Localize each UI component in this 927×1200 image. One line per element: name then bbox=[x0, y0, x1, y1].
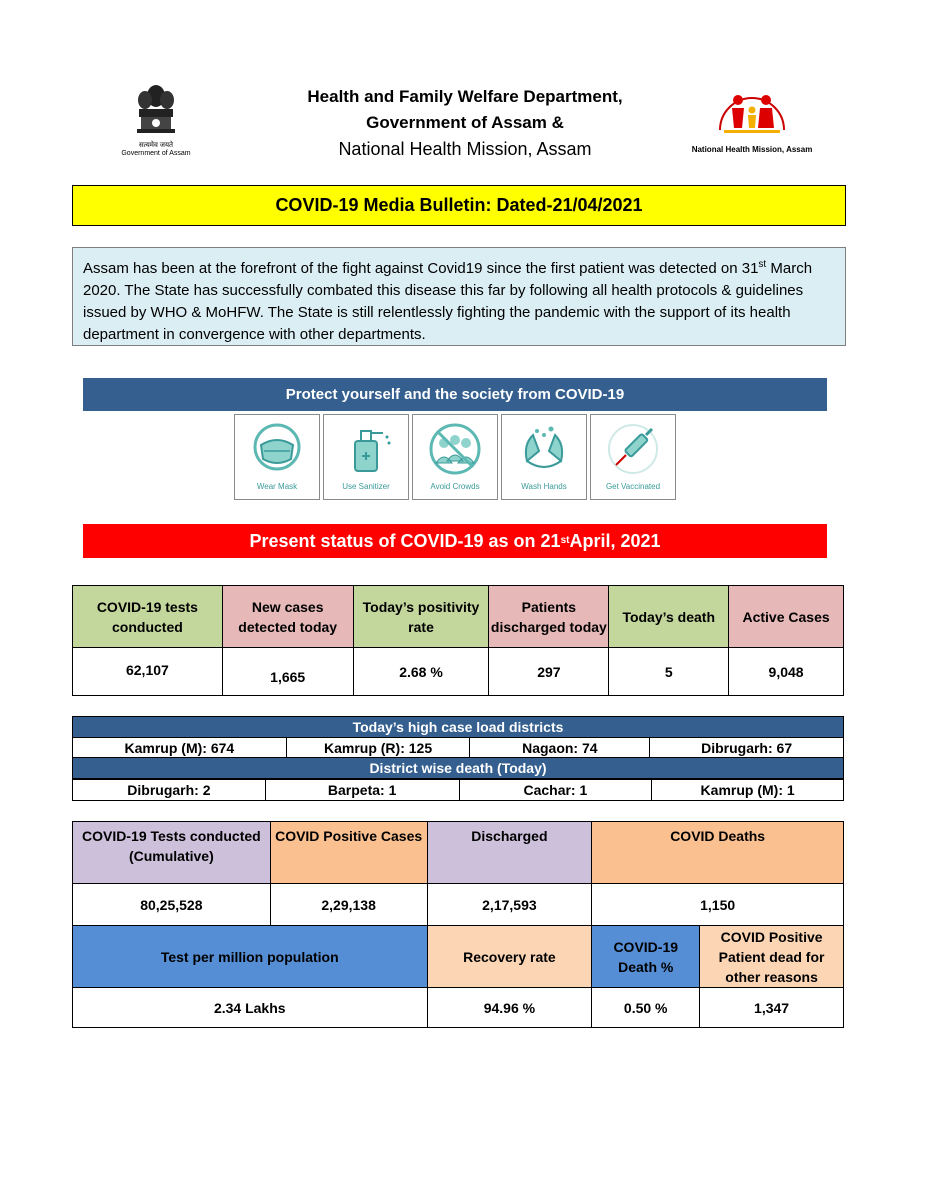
table-row bbox=[73, 586, 844, 648]
header-deaths: COVID Deaths bbox=[592, 822, 844, 884]
table-row bbox=[73, 717, 844, 738]
wash-hands-icon bbox=[513, 421, 575, 477]
table-row bbox=[73, 758, 844, 779]
value-deaths: 1,150 bbox=[592, 884, 844, 926]
present-prefix: Present status of COVID-19 as on 21 bbox=[249, 530, 561, 551]
card-label: Wear Mask bbox=[256, 482, 298, 491]
card-get-vaccinated bbox=[590, 414, 676, 500]
bulletin-title: COVID-19 Media Bulletin: Dated-21/04/2021 bbox=[72, 185, 846, 226]
value-test-per-million: 2.34 Lakhs bbox=[73, 988, 428, 1028]
card-use-sanitizer bbox=[323, 414, 409, 500]
card-label: Avoid Crowds bbox=[430, 482, 480, 491]
value-cum-tests: 80,25,528 bbox=[73, 884, 271, 926]
table-row bbox=[73, 988, 844, 1028]
emblem-motto: सत्यमेव जयते bbox=[138, 142, 174, 149]
header-positive: COVID Positive Cases bbox=[270, 822, 427, 884]
header-cum-discharged: Discharged bbox=[427, 822, 592, 884]
high-district: Kamrup (M): 674 bbox=[73, 738, 287, 758]
intro-paragraph bbox=[72, 247, 846, 346]
death-district: Barpeta: 1 bbox=[265, 780, 459, 801]
value-active: 9,048 bbox=[729, 648, 844, 696]
cumulative-table bbox=[72, 821, 844, 1028]
header-death-percent: COVID-19 Death % bbox=[592, 926, 700, 988]
precaution-icons bbox=[234, 414, 676, 500]
card-label: Use Sanitizer bbox=[342, 482, 390, 491]
header-nhm: National Health Mission, Assam bbox=[338, 139, 592, 159]
value-other-reasons: 1,347 bbox=[700, 988, 844, 1028]
death-district: Cachar: 1 bbox=[459, 780, 652, 801]
header-other-reasons: COVID Positive Patient dead for other reasons bbox=[700, 926, 844, 988]
header-positivity: Today’s positivity rate bbox=[353, 586, 489, 648]
value-death-percent: 0.50 % bbox=[592, 988, 700, 1028]
table-row bbox=[73, 926, 844, 988]
header-test-per-million: Test per million population bbox=[73, 926, 428, 988]
table-row bbox=[73, 648, 844, 696]
sanitizer-icon bbox=[335, 421, 397, 477]
high-load-title: Today’s high case load districts bbox=[73, 717, 844, 738]
death-district: Dibrugarh: 2 bbox=[73, 780, 266, 801]
card-label: Wash Hands bbox=[521, 482, 567, 491]
today-status-table bbox=[72, 585, 844, 696]
card-avoid-crowds bbox=[412, 414, 498, 500]
table-row bbox=[73, 780, 844, 801]
header-cum-tests: COVID-19 Tests conducted (Cumulative) bbox=[73, 822, 271, 884]
value-positive: 2,29,138 bbox=[270, 884, 427, 926]
government-emblem bbox=[120, 82, 192, 164]
header-department: Health and Family Welfare Department, bbox=[307, 87, 623, 106]
district-table bbox=[72, 716, 844, 779]
nhm-caption: National Health Mission, Assam bbox=[691, 145, 813, 154]
value-recovery: 94.96 % bbox=[427, 988, 592, 1028]
nhm-logo bbox=[682, 78, 822, 158]
district-death-table bbox=[72, 779, 844, 801]
header-tests: COVID-19 tests conducted bbox=[73, 586, 223, 648]
header-government: Government of Assam & bbox=[366, 113, 564, 132]
header-active: Active Cases bbox=[729, 586, 844, 648]
header-new-cases: New cases detected today bbox=[222, 586, 353, 648]
death-district: Kamrup (M): 1 bbox=[652, 780, 844, 801]
intro-text-1: Assam has been at the forefront of the fight against Covid19 since the first patient was detected on 31 bbox=[83, 260, 759, 277]
header-discharged: Patients discharged today bbox=[489, 586, 609, 648]
present-status-banner: Present status of COVID-19 as on 21 st April, 2021 bbox=[83, 524, 827, 558]
card-wear-mask bbox=[234, 414, 320, 500]
card-label: Get Vaccinated bbox=[605, 482, 661, 491]
death-title: District wise death (Today) bbox=[73, 758, 844, 779]
value-death: 5 bbox=[609, 648, 729, 696]
card-wash-hands bbox=[501, 414, 587, 500]
protect-banner: Protect yourself and the society from COVID-19 bbox=[83, 378, 827, 411]
high-district: Dibrugarh: 67 bbox=[650, 738, 844, 758]
high-district: Kamrup (R): 125 bbox=[286, 738, 470, 758]
table-row bbox=[73, 822, 844, 884]
table-row bbox=[73, 884, 844, 926]
header-death: Today’s death bbox=[609, 586, 729, 648]
crowd-icon bbox=[424, 421, 486, 477]
value-cum-discharged: 2,17,593 bbox=[427, 884, 592, 926]
intro-sup: st bbox=[758, 259, 767, 270]
nhm-family-icon bbox=[714, 78, 790, 138]
table-row bbox=[73, 738, 844, 758]
value-discharged: 297 bbox=[489, 648, 609, 696]
ashoka-emblem-icon bbox=[131, 82, 181, 142]
high-district: Nagaon: 74 bbox=[470, 738, 650, 758]
value-new-cases: 1,665 bbox=[222, 648, 353, 696]
syringe-icon bbox=[602, 421, 664, 477]
mask-icon bbox=[246, 421, 308, 477]
emblem-caption: Government of Assam bbox=[121, 150, 191, 157]
value-positivity: 2.68 % bbox=[353, 648, 489, 696]
header-recovery: Recovery rate bbox=[427, 926, 592, 988]
present-suffix: April, 2021 bbox=[569, 530, 661, 551]
value-tests: 62,107 bbox=[73, 648, 223, 696]
intro-text-2: March 2020. The State has successfully combated this disease this far by following all health protocols & guidelines issued by WHO & MoHFW. The State is still relentlessly fighting the pandemic with the support of its health department in convergence with other departments. bbox=[83, 260, 813, 343]
